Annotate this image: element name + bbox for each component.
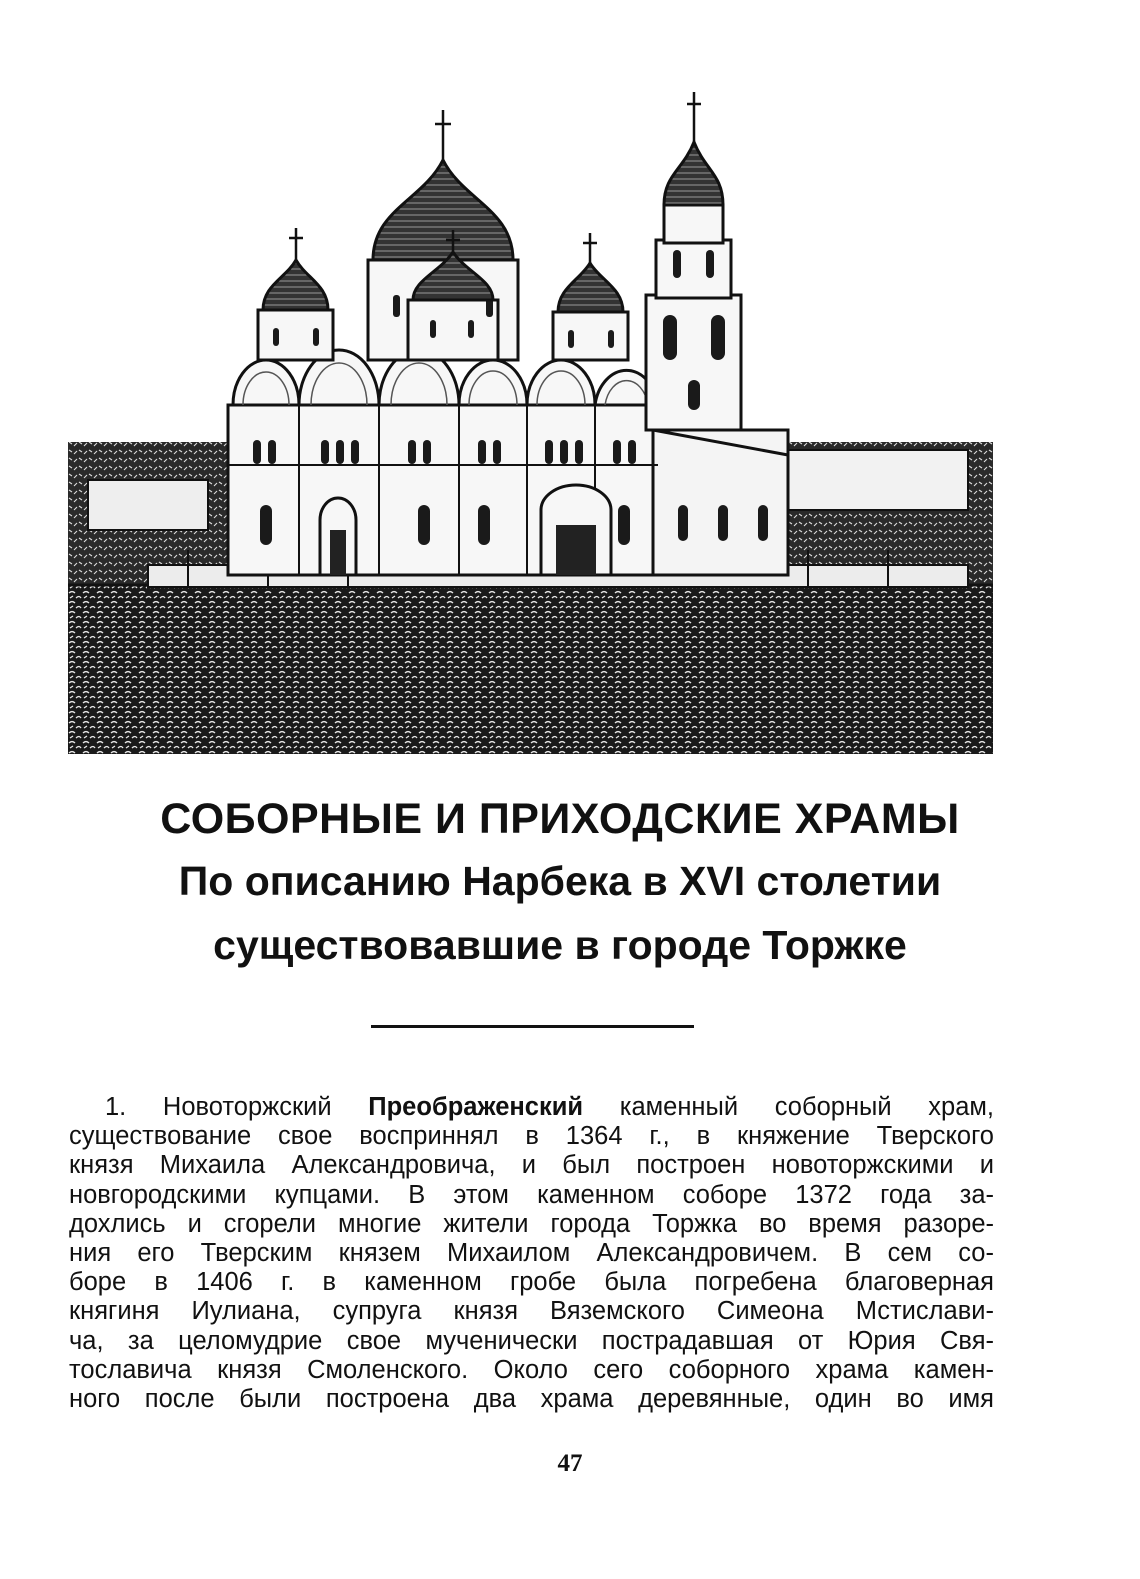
- body-bold-term: Преображенский: [368, 1093, 584, 1121]
- cathedral-engraving: [68, 80, 993, 754]
- body-line: ного после были построена два храма деревянные, один во имя: [69, 1384, 994, 1413]
- body-line: тославича князя Смоленского. Около сего соборного храма камен-: [69, 1355, 994, 1384]
- title-line-3: существовавшие в городе Торжке: [213, 922, 907, 968]
- body-line: ча, за целомудрие свое мученически пострадавшая от Юрия Свя-: [69, 1326, 994, 1355]
- body-line: боре в 1406 г. в каменном гробе была погребена благоверная: [69, 1268, 994, 1297]
- body-line: новгородскими купцами. В этом каменном соборе 1372 года за-: [69, 1180, 994, 1209]
- body-text-run: 1. Новоторжский: [105, 1093, 369, 1121]
- body-line: ния его Тверским князем Михаилом Александровичем. В сем со-: [69, 1238, 994, 1267]
- body-line: дохлись и сгорели многие жители города Торжка во время разоре-: [69, 1209, 994, 1238]
- title-line-1: СОБОРНЫЕ И ПРИХОДСКИЕ ХРАМЫ: [160, 795, 960, 843]
- page-number: 47: [557, 1450, 583, 1477]
- body-paragraph: [69, 1093, 994, 1414]
- body-line: [69, 1093, 994, 1122]
- horizontal-rule: [371, 1025, 694, 1028]
- body-line: княгиня Иулиана, супруга князя Вяземского Симеона Мстислави-: [69, 1297, 994, 1326]
- body-text-run: каменный соборный храм,: [583, 1093, 994, 1121]
- body-line: князя Михаила Александровича, и был построен новоторжскими и: [69, 1151, 994, 1180]
- title-line-2: По описанию Нарбека в XVI столетии: [178, 858, 942, 904]
- body-line: существование свое восприннял в 1364 г., в княжение Тверского: [69, 1122, 994, 1151]
